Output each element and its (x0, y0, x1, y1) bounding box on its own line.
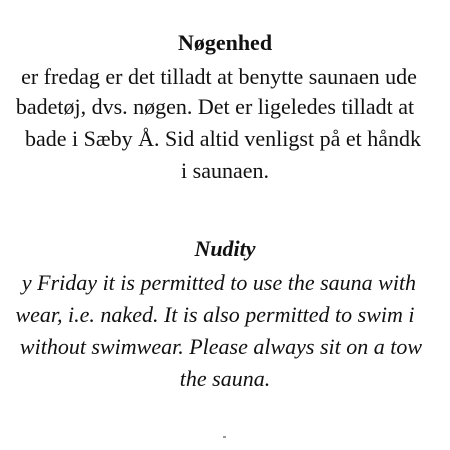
english-text-line-3: without swimwear. Please always sit on a tow (19, 334, 423, 359)
english-heading: Nudity (194, 236, 256, 261)
danish-text-line-2: badetøj, dvs. nøgen. Det er ligeledes tilladt at (15, 94, 415, 119)
footer-dot (223, 436, 226, 438)
danish-heading: Nøgenhed (177, 30, 273, 55)
english-text-line-2: wear, i.e. naked. It is also permitted to swim i (15, 302, 415, 327)
english-text-line-4: the sauna. (179, 366, 271, 391)
danish-text-line-4: i saunaen. (181, 158, 269, 183)
english-text-line-1: y Friday it is permitted to use the sauna with (21, 270, 417, 295)
danish-text-line-1: er fredag er det tilladt at benytte saunaen ude (21, 64, 417, 89)
danish-text-line-3: bade i Sæby Å. Sid altid venligst på et håndk (25, 126, 421, 151)
